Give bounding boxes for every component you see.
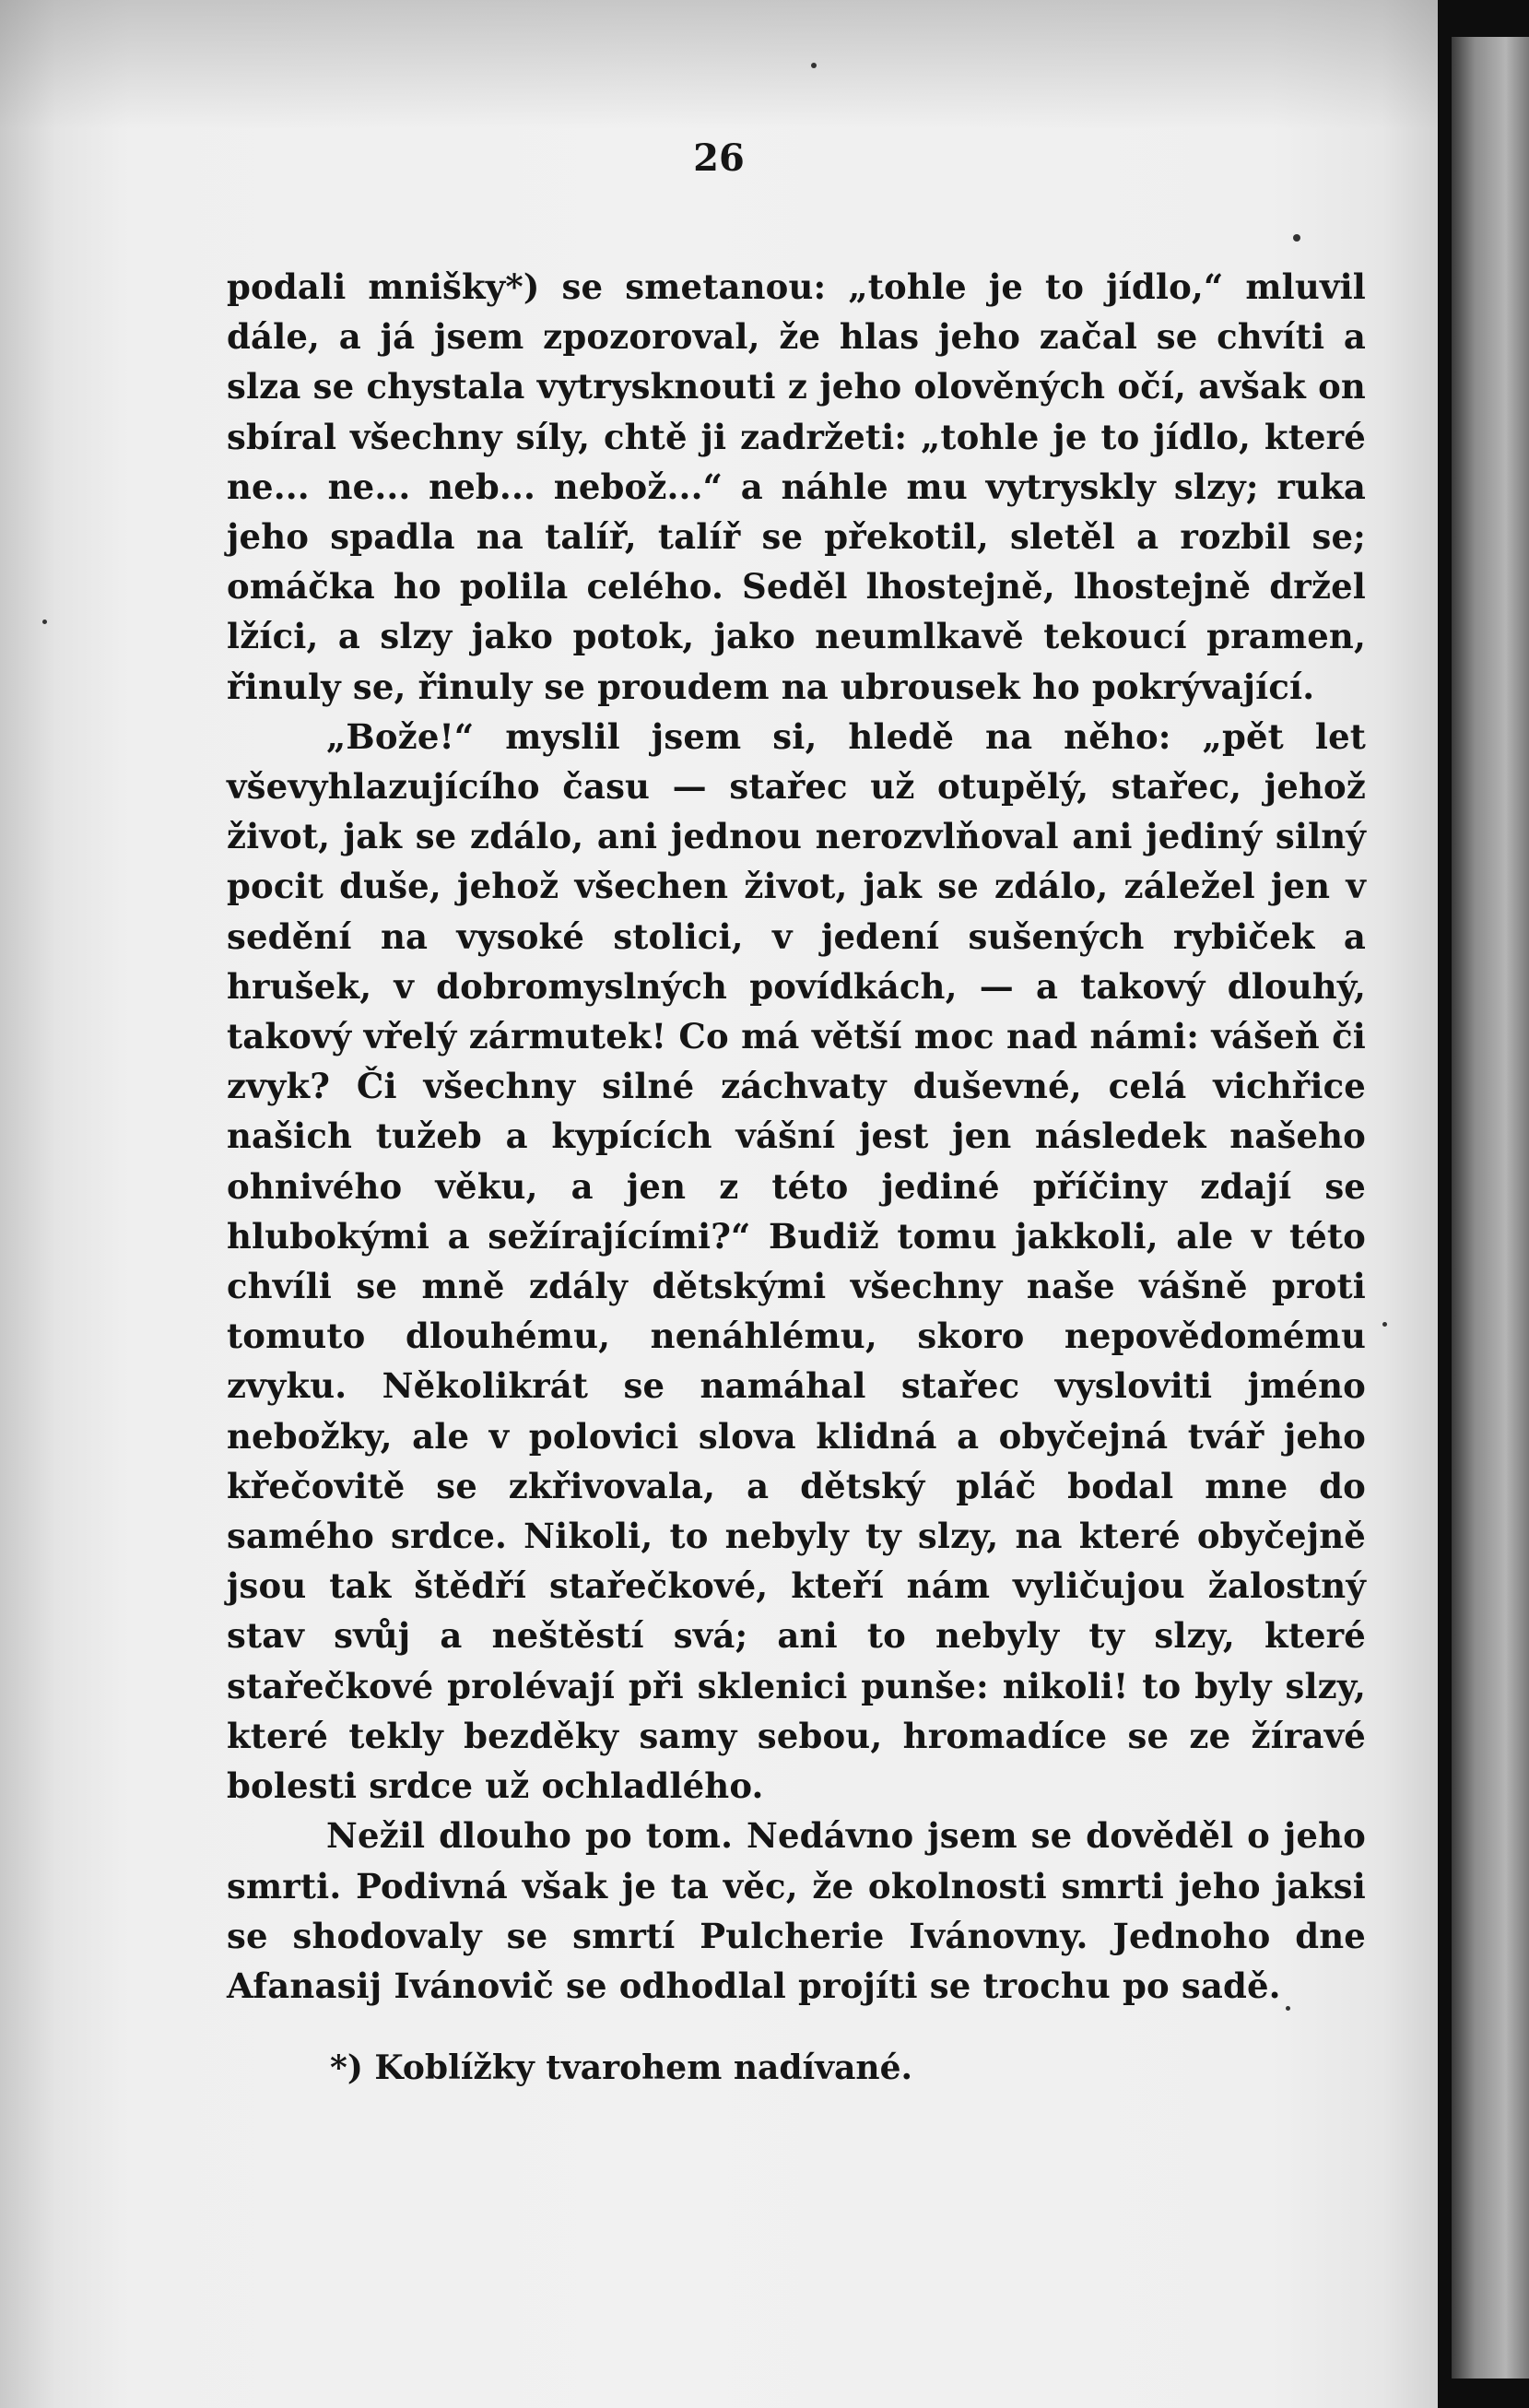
ink-speck [811,63,817,68]
paragraph-3: Nežil dlouho po tom. Nedávno jsem se dověděl o jeho smrti. Podivná však je ta věc, že okolnosti smrti jeho jaksi se shodovaly se smrtí Pulcherie Ivánovny. Jednoho dne Afanasij Ivánovič se odhodlal projíti se trochu po sadě. [227,1815,1366,2006]
paragraph-1: podali mnišky*) se smetanou: „tohle je to jídlo,“ mluvil dále, a já jsem zpozoroval, že hlas jeho začal se chvíti a slza se chystala vytrysknouti z jeho olověných očí, avšak on sbíral všechny síly, chtě ji zadržeti: „tohle je to jídlo, které ne... ne... neb... nebož...“ a náhle mu vytryskly slzy; ruka jeho spadla na talíř, talíř se překotil, sletěl a rozbil se; omáčka ho polila celého. Seděl lhostejně, lhostejně držel lžíci, a slzy jako potok, jako neumlkavě tekoucí pramen, řinuly se, řinuly se proudem na ubrousek ho pokrývající. [227,266,1366,707]
ink-speck [1382,1322,1387,1327]
paragraph-2: „Bože!“ myslil jsem si, hledě na něho: „pět let vševyhlazujícího času — stařec už otupělý, stařec, jehož život, jak se zdálo, ani jednou nerozvlňoval ani jediný silný pocit duše, jehož všechen život, jak se zdálo, záležel jen v sedění na vysoké stolici, v jedení sušených rybiček a hrušek, v dobromyslných povídkách, — a takový dlouhý, takový vřelý zármutek! Co má větší moc nad námi: vášeň či zvyk? Či všechny silné záchvaty duševné, celá vichřice našich tužeb a kypících vášní jest jen následek našeho ohnivého věku, a jen z této jediné příčiny zdají se hlubokými a sežírajícími?“ Budiž tomu jakkoli, ale v této chvíli se mně zdály dětskými všechny naše vášně proti tomuto dlouhému, nenáhlému, skoro nepovědomému zvyku. Několikrát se namáhal stařec vysloviti jméno nebožky, ale v polovici slova klidná a obyčejná tvář jeho křečovitě se zkřivovala, a dětský pláč bodal mne do samého srdce. Nikoli, to nebyly ty slzy, na které obyčejně jsou tak štědří stařečkové, kteří nám vyličujou žalostný stav svůj a neštěstí svá; ani to nebyly ty slzy, které stařečkové prolévají při sklenici punše: nikoli! to byly slzy, které tekly bezděky samy sebou, hromadíce se ze žíravé bolesti srdce už ochladlého. [227,715,1366,1807]
page-number: 26 [693,136,745,180]
body-text [227,262,1366,2011]
adjacent-page-edge [1452,37,1529,2378]
ink-speck [1286,2006,1290,2011]
ink-speck [1293,234,1300,242]
ink-speck [42,620,47,624]
footnote: *) Koblížky tvarohem nadívané. [330,2048,913,2087]
paper-shadow [0,0,1438,129]
